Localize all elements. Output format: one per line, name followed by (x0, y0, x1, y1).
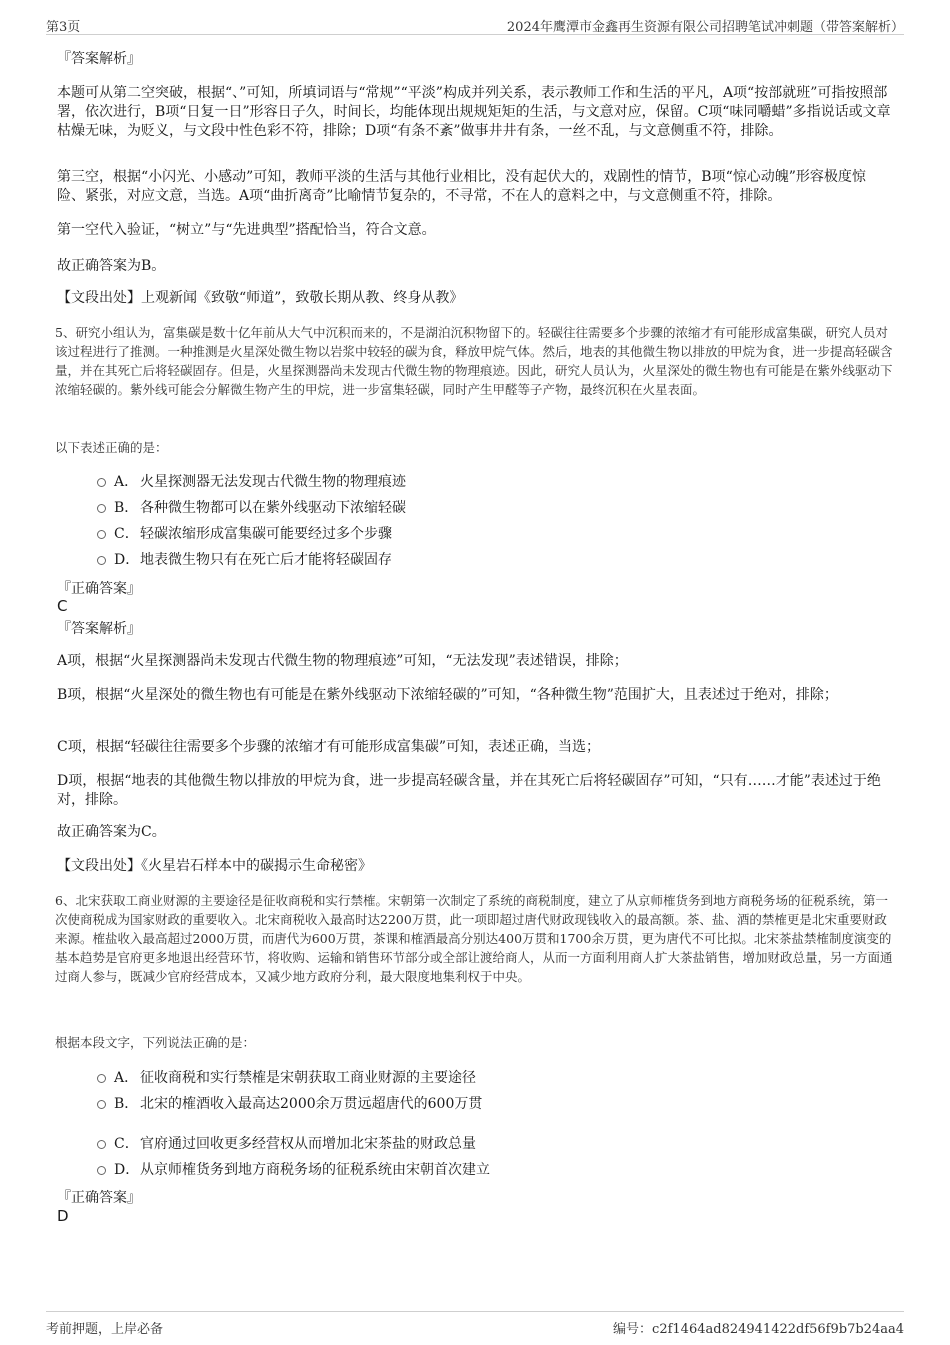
q5-option-a[interactable]: A． 火星探测器无法发现古代微生物的物理痕迹 (97, 472, 406, 492)
page-footer (46, 1311, 904, 1336)
q5-analysis-c: C项，根据“轻碳往往需要多个步骤的浓缩才有可能形成富集碳”可知，表述正确，当选； (57, 739, 601, 755)
q5-analysis-b: B项，根据“火星深处的微生物也有可能是在紫外线驱动下浓缩轻碳的”可知，“各种微生物”范围扩大，且表述过于绝对，排除； (57, 687, 838, 703)
q5-stem: 5、研究小组认为，富集碳是数十亿年前从大气中沉积而来的，不是湖泊沉积物留下的。轻碳往往需要多个步骤的浓缩才有可能形成富集碳，研究人员对该过程进行了推测。一种推测是火星深处微生物以岩浆中较轻的碳为食，释放甲烷气体。然后，地表的其他微生物以排放的甲烷为食，进一步提高轻碳含量，并在其死亡后将轻碳固存。但是，火星探测器尚未发现古代微生物的物理痕迹。因此，研究人员认为，火星深处的微生物也有可能是在紫外线驱动下浓缩轻碳的。紫外线可能会分解微生物产生的甲烷，进一步富集轻碳，同时产生甲醛等子产物，最终沉积在火星表面。 (55, 325, 893, 397)
q5-answer-heading: 『正确答案』 (57, 581, 141, 597)
q4-answer-line: 故正确答案为B。 (57, 258, 166, 274)
q5-prompt: 以下表述正确的是： (55, 440, 168, 455)
q6-option-c[interactable]: C．官府通过回收更多经营权从而增加北宋茶盐的财政总量 (97, 1134, 476, 1154)
radio-button[interactable] (97, 1074, 106, 1083)
footer-slogan: 考前押题，上岸必备 (46, 1322, 164, 1337)
q4-analysis-para2: 第三空，根据“小闪光、小感动”可知，教师平淡的生活与其他行业相比，没有起伏大的，戏剧性的情节，B项“惊心动魄”形容极度惊险、紧张，对应文意，当选。A项“曲折离奇”比喻情节复杂的，不寻常，不在人的意料之中，与文意侧重不符，排除。 (57, 169, 866, 204)
q4-analysis-para3: 第一空代入验证，“树立”与“先进典型”搭配恰当，符合文意。 (57, 222, 436, 238)
q6-option-d[interactable]: D．从京师榷货务到地方商税务场的征税系统由宋朝首次建立 (97, 1160, 490, 1180)
document-id: 编号：c2f1464ad824941422df56f9b7b24aa4 (613, 1322, 904, 1337)
q4-source: 【文段出处】上观新闻《致敬“师道”，致敬长期从教、终身从教》 (57, 290, 464, 306)
q5-option-b[interactable]: B． 各种微生物都可以在紫外线驱动下浓缩轻碳 (97, 498, 406, 518)
page-header (46, 14, 904, 35)
radio-button[interactable] (97, 556, 106, 565)
radio-button[interactable] (97, 1166, 106, 1175)
q5-source: 【文段出处】《火星岩石样本中的碳揭示生命秘密》 (57, 858, 372, 874)
radio-button[interactable] (97, 504, 106, 513)
q6-answer-heading: 『正确答案』 (57, 1190, 141, 1206)
q5-option-d[interactable]: D．地表微生物只有在死亡后才能将轻碳固存 (97, 550, 392, 570)
q5-analysis-a: A项，根据“火星探测器尚未发现古代微生物的物理痕迹”可知，“无法发现”表述错误，排除； (57, 653, 628, 669)
q6-option-b[interactable]: B． 北宋的榷酒收入最高达2000余万贯远超唐代的600万贯 (97, 1094, 482, 1114)
radio-button[interactable] (97, 1100, 106, 1109)
radio-button[interactable] (97, 478, 106, 487)
q4-analysis-heading: 『答案解析』 (57, 51, 141, 67)
page-number: 第3页 (46, 20, 81, 35)
q5-analysis-heading: 『答案解析』 (57, 621, 141, 637)
radio-button[interactable] (97, 1140, 106, 1149)
q6-answer: D (57, 1207, 69, 1225)
q5-option-c[interactable]: C．轻碳浓缩形成富集碳可能要经过多个步骤 (97, 524, 392, 544)
radio-button[interactable] (97, 530, 106, 539)
q4-analysis-para1: 本题可从第二空突破，根据“、”可知，所填词语与“常规”“平淡”构成并列关系，表示教师工作和生活的平凡，A项“按部就班”可指按照部署，依次进行，B项“日复一日”形容日子久，时间长，均能体现出规规矩矩的生活，与文意对应，保留。C项“味同嚼蜡”多指说话或文章枯燥无味，为贬义，与文段中性色彩不符，排除；D项“有条不紊”做事井井有条，一丝不乱，与文意侧重不符，排除。 (57, 85, 891, 139)
q5-analysis-d: D项，根据“地表的其他微生物以排放的甲烷为食，进一步提高轻碳含量，并在其死亡后将轻碳固存”可知，“只有……才能”表述过于绝对，排除。 (57, 773, 881, 808)
q5-answer-line: 故正确答案为C。 (57, 824, 166, 840)
q6-prompt: 根据本段文字，下列说法正确的是： (55, 1035, 256, 1050)
q5-answer: C (57, 597, 68, 615)
q6-stem: 6、北宋获取工商业财源的主要途径是征收商税和实行禁榷。宋朝第一次制定了系统的商税制度，建立了从京师榷货务到地方商税务场的征税系统，第一次使商税成为国家财政的重要收入。北宋商税收入最高时达2200万贯，此一项即超过唐代财政现钱收入的最高额。茶、盐、酒的禁榷更是北宋重要财政来源。榷盐收入最高超过2000万贯，而唐代为600万贯，茶课和榷酒最高分别达400万贯和1700余万贯，更为唐代不可比拟。北宋茶盐禁榷制度演变的基本趋势是官府更多地退出经营环节，将收购、运输和销售环节部分或全部让渡给商人，从而一方面利用商人扩大茶盐销售，增加财政总量，另一方面通过商人参与，既减少官府经营成本，又减少地方政府分利，最大限度地集利权于中央。 (55, 893, 893, 984)
q6-option-a[interactable]: A． 征收商税和实行禁榷是宋朝获取工商业财源的主要途径 (97, 1068, 476, 1088)
document-title: 2024年鹰潭市金鑫再生资源有限公司招聘笔试冲刺题（带答案解析） (506, 20, 904, 35)
